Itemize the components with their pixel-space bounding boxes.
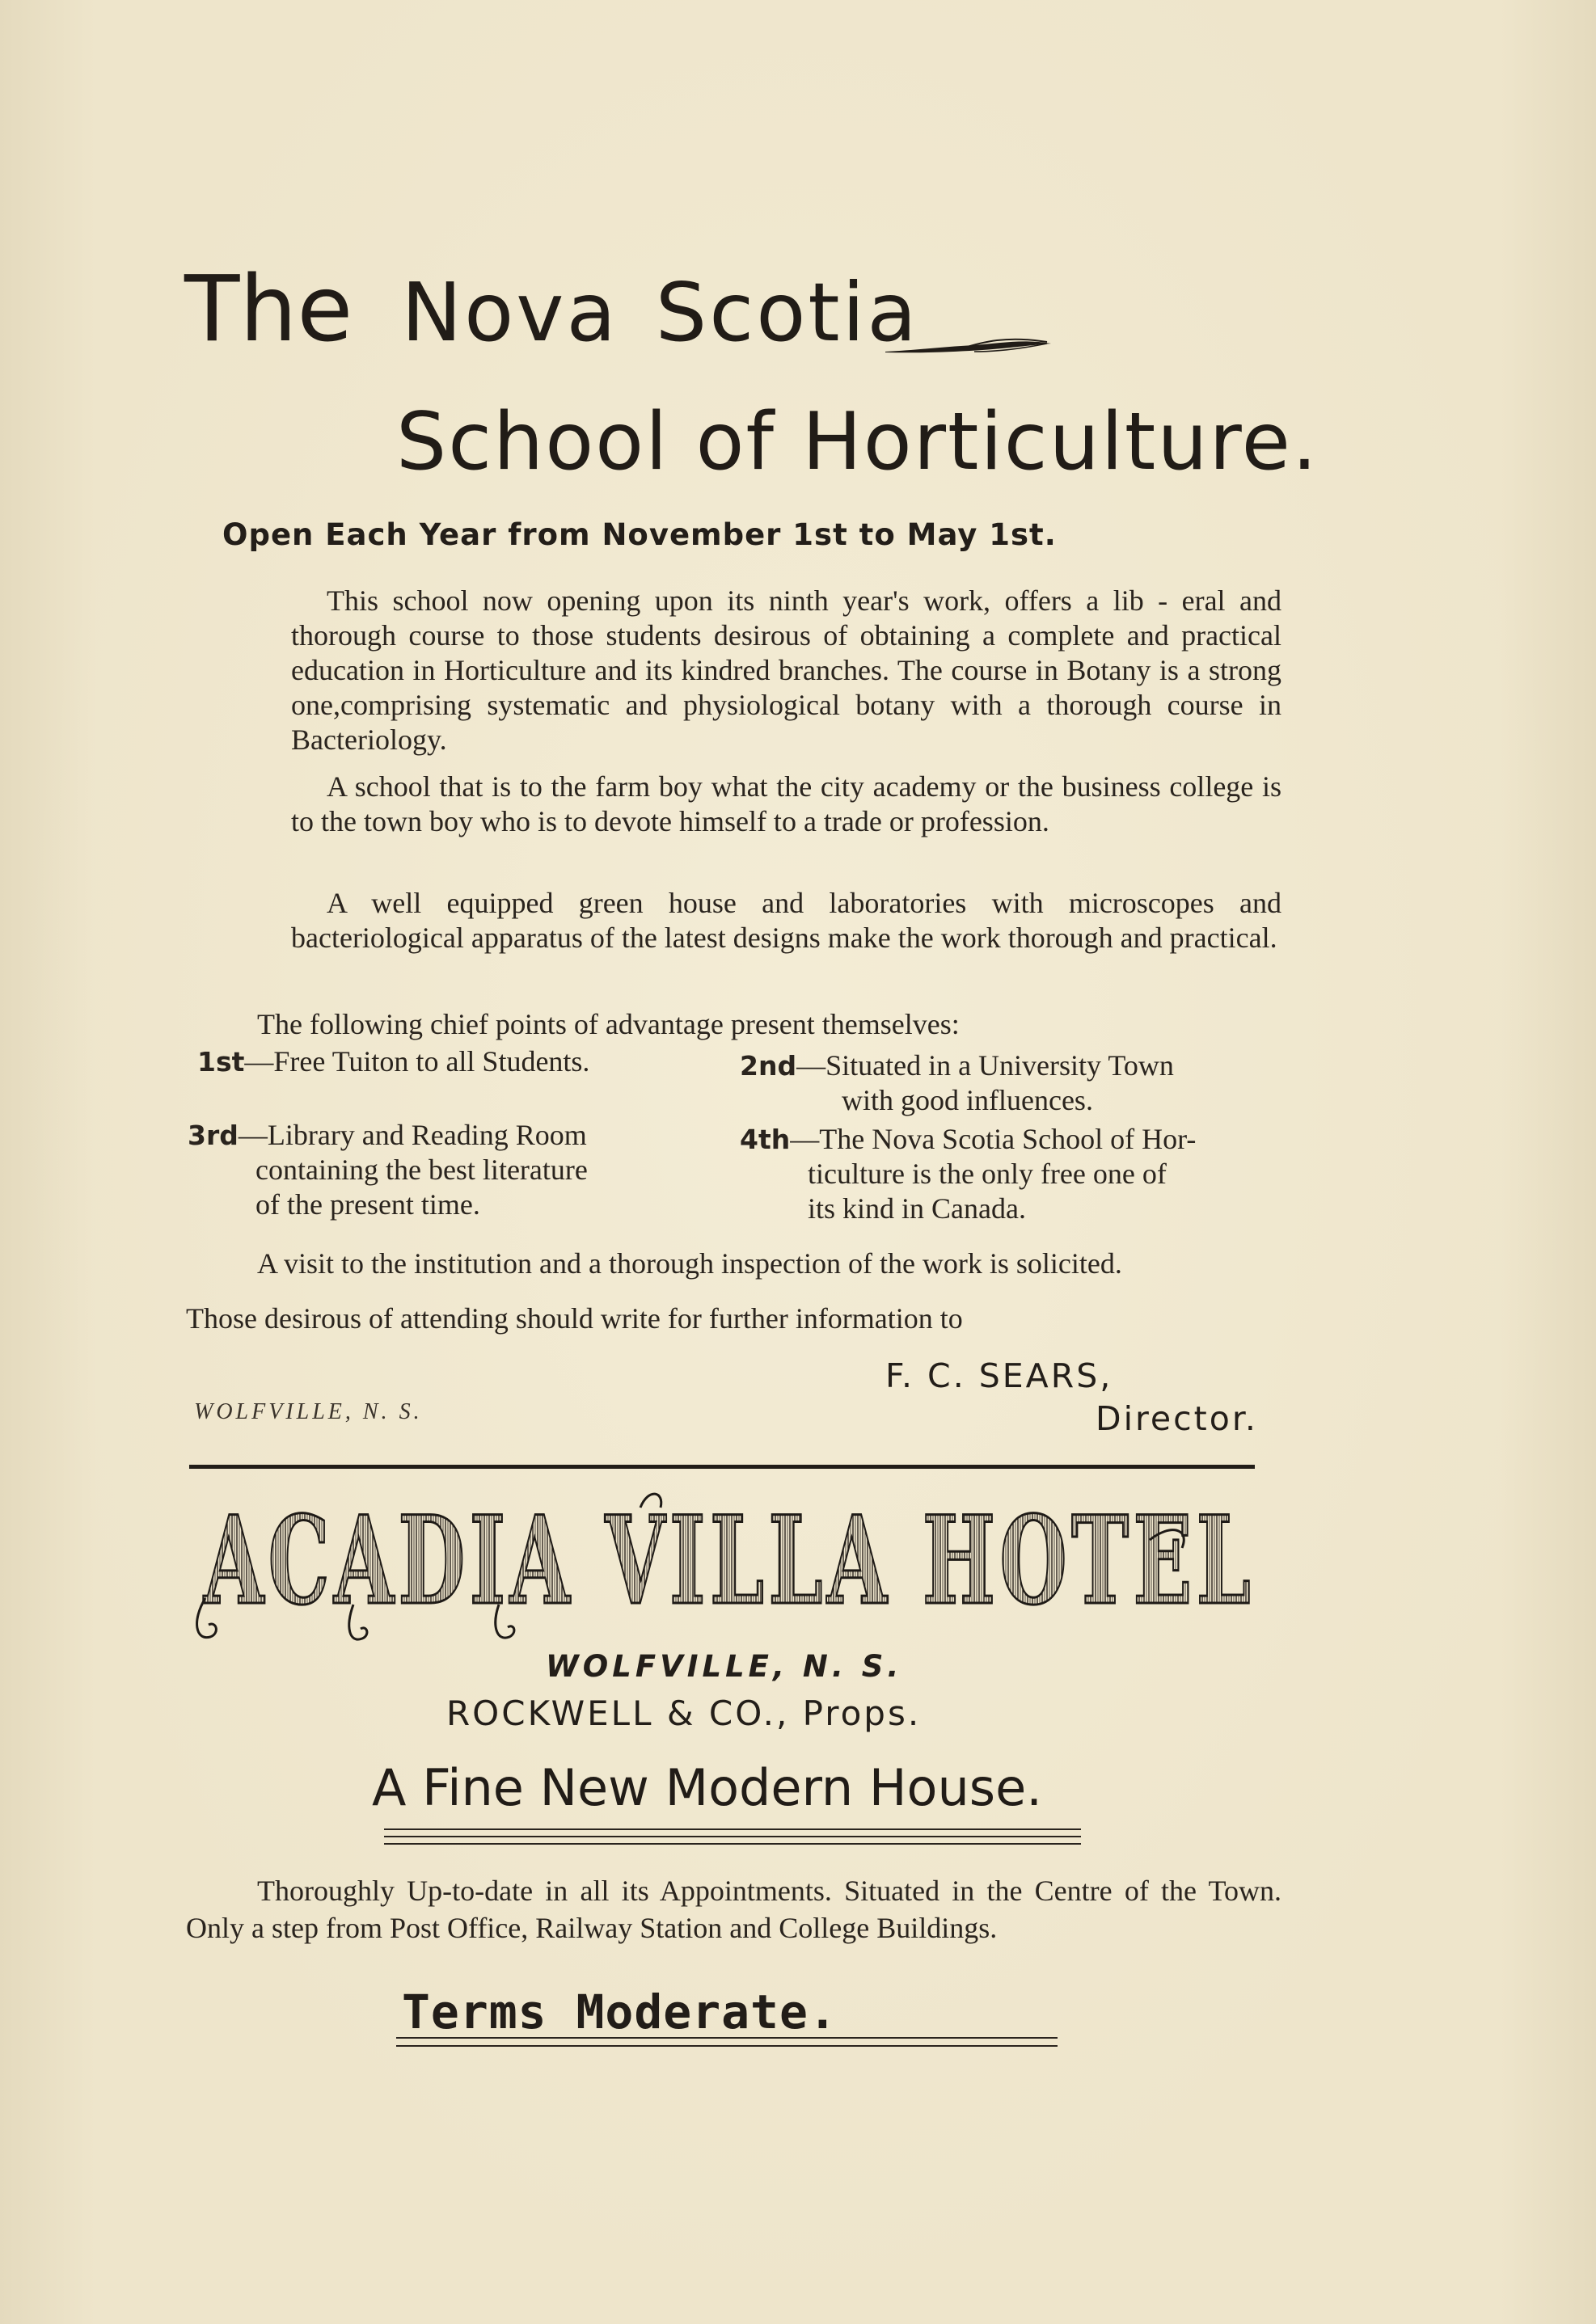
signatory-title: Director. bbox=[1096, 1399, 1258, 1438]
point-text: its kind in Canada. bbox=[808, 1192, 1026, 1225]
hotel-location: WOLFVILLE, N. S. bbox=[546, 1649, 903, 1684]
point-text: containing the best literature bbox=[255, 1154, 588, 1186]
signatory-name: F. C. SEARS, bbox=[885, 1356, 1113, 1395]
school-paragraph-2: A school that is to the farm boy what the city academy or the business college is to the town boy who is to devote himself to a trade or profession. bbox=[291, 770, 1281, 837]
hotel-name-text: ACADIA VILLA HOTEL bbox=[202, 1491, 1256, 1632]
hotel-name bbox=[188, 1491, 1271, 1653]
hotel-proprietors: ROCKWELL & CO., Props. bbox=[446, 1693, 922, 1733]
point-3 bbox=[188, 1118, 705, 1222]
point-text: of the present time. bbox=[255, 1188, 480, 1221]
point-4 bbox=[740, 1122, 1281, 1226]
open-dates-heading: Open Each Year from November 1st to May 1st. bbox=[222, 517, 1057, 552]
school-paragraph-1: This school now opening upon its ninth year's work, offers a lib - eral and thorough course to those students desirous of obtaining a complete and practical education in Horticulture and its kindred branches. The course in Botany is a strong one,comprising systematic and physiological botany with a thorough course in Bacteriology. bbox=[291, 584, 1281, 756]
school-title-line-2: School of Horticulture. bbox=[396, 396, 1319, 488]
point-1 bbox=[197, 1044, 715, 1079]
point-2 bbox=[740, 1048, 1281, 1118]
tagline-underline bbox=[384, 1828, 1081, 1830]
title-the: The bbox=[184, 257, 353, 362]
visit-line: A visit to the institution and a thorough inspection of the work is solicited. bbox=[257, 1247, 1122, 1280]
point-text: —Free Tuiton to all Students. bbox=[244, 1045, 590, 1078]
point-text: —Library and Reading Room bbox=[238, 1119, 587, 1151]
school-location: WOLFVILLE, N. S. bbox=[194, 1399, 423, 1424]
section-divider bbox=[189, 1465, 1255, 1469]
title-nova: Nova bbox=[401, 265, 619, 360]
point-number: 2nd bbox=[740, 1050, 797, 1082]
point-text: with good influences. bbox=[842, 1084, 1093, 1116]
contact-line: Those desirous of attending should write for further information to bbox=[186, 1302, 963, 1335]
school-title-line-1 bbox=[184, 257, 919, 362]
hotel-tagline: A Fine New Modern House. bbox=[372, 1758, 1042, 1817]
point-text: —Situated in a University Town bbox=[796, 1049, 1174, 1082]
point-text: ticulture is the only free one of bbox=[808, 1158, 1167, 1190]
school-paragraph-3: A well equipped green house and laboratories with microscopes and bacteriological apparatus of the latest designs make the work thorough and practical. bbox=[291, 887, 1281, 954]
tagline-underline bbox=[384, 1843, 1081, 1845]
terms-underline bbox=[396, 2045, 1058, 2047]
title-scotia: Scotia bbox=[655, 265, 919, 360]
point-text: —The Nova Scotia School of Hor- bbox=[790, 1123, 1197, 1155]
point-number: 1st bbox=[197, 1046, 245, 1078]
point-number: 3rd bbox=[188, 1120, 239, 1151]
terms-underline bbox=[396, 2037, 1058, 2039]
pen-flourish-icon bbox=[885, 327, 1055, 360]
hotel-description: Thoroughly Up-to-date in all its Appointments. Situated in the Centre of the Town. Only a step from Post Office, Railway Station and College Buildings. bbox=[186, 1875, 1281, 1944]
point-number: 4th bbox=[740, 1124, 791, 1155]
points-intro: The following chief points of advantage present themselves: bbox=[257, 1008, 960, 1040]
tagline-underline bbox=[384, 1836, 1081, 1837]
hotel-terms: Terms Moderate. bbox=[402, 1984, 838, 2039]
